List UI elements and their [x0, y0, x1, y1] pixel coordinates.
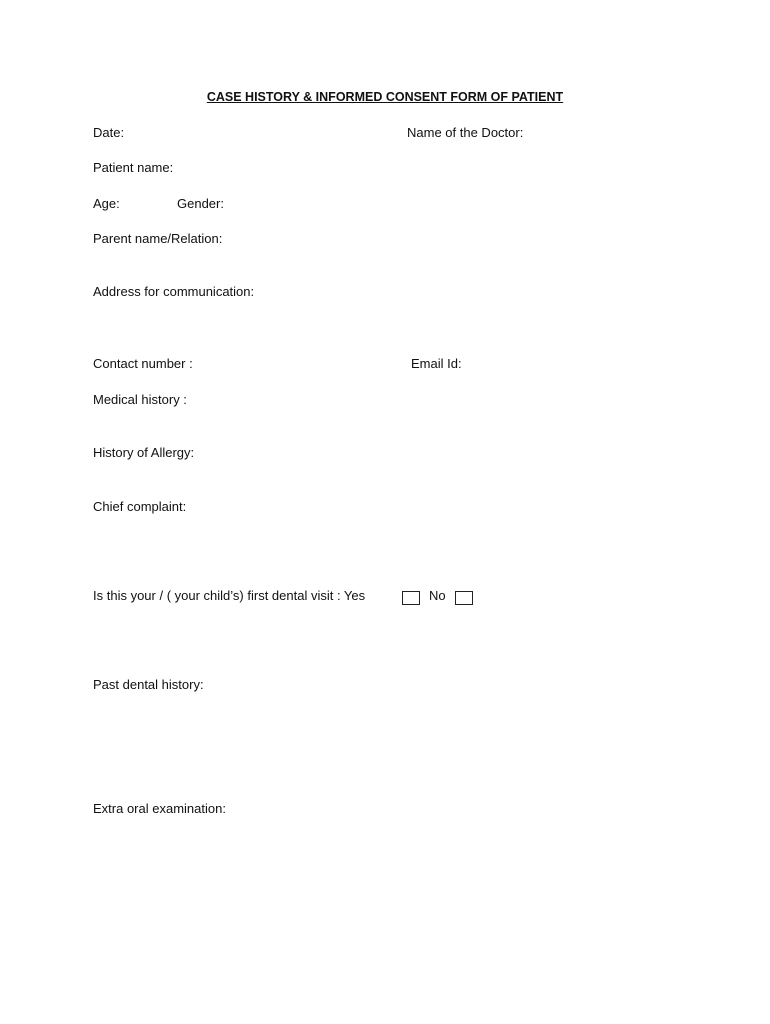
first-visit-question: Is this your / ( your child’s) first dental visit : Yes	[93, 588, 366, 603]
gender-label: Gender:	[177, 196, 224, 211]
medical-history-label: Medical history :	[93, 392, 187, 407]
first-visit-no-label: No	[429, 588, 446, 603]
first-visit-yes-checkbox[interactable]	[402, 591, 420, 605]
first-visit-no-checkbox[interactable]	[455, 591, 473, 605]
extra-oral-exam-label: Extra oral examination:	[93, 801, 226, 816]
contact-number-label: Contact number :	[93, 356, 193, 371]
email-label: Email Id:	[411, 356, 462, 371]
parent-relation-label: Parent name/Relation:	[93, 231, 223, 246]
date-label: Date:	[93, 125, 125, 140]
past-dental-history-label: Past dental history:	[93, 677, 204, 692]
address-label: Address for communication:	[93, 284, 255, 299]
patient-name-label: Patient name:	[93, 160, 174, 175]
form-title: CASE HISTORY & INFORMED CONSENT FORM OF PATIENT	[206, 90, 564, 104]
age-label: Age:	[93, 196, 120, 211]
chief-complaint-label: Chief complaint:	[93, 499, 187, 514]
allergy-history-label: History of Allergy:	[93, 445, 195, 460]
doctor-name-label: Name of the Doctor:	[407, 125, 524, 140]
